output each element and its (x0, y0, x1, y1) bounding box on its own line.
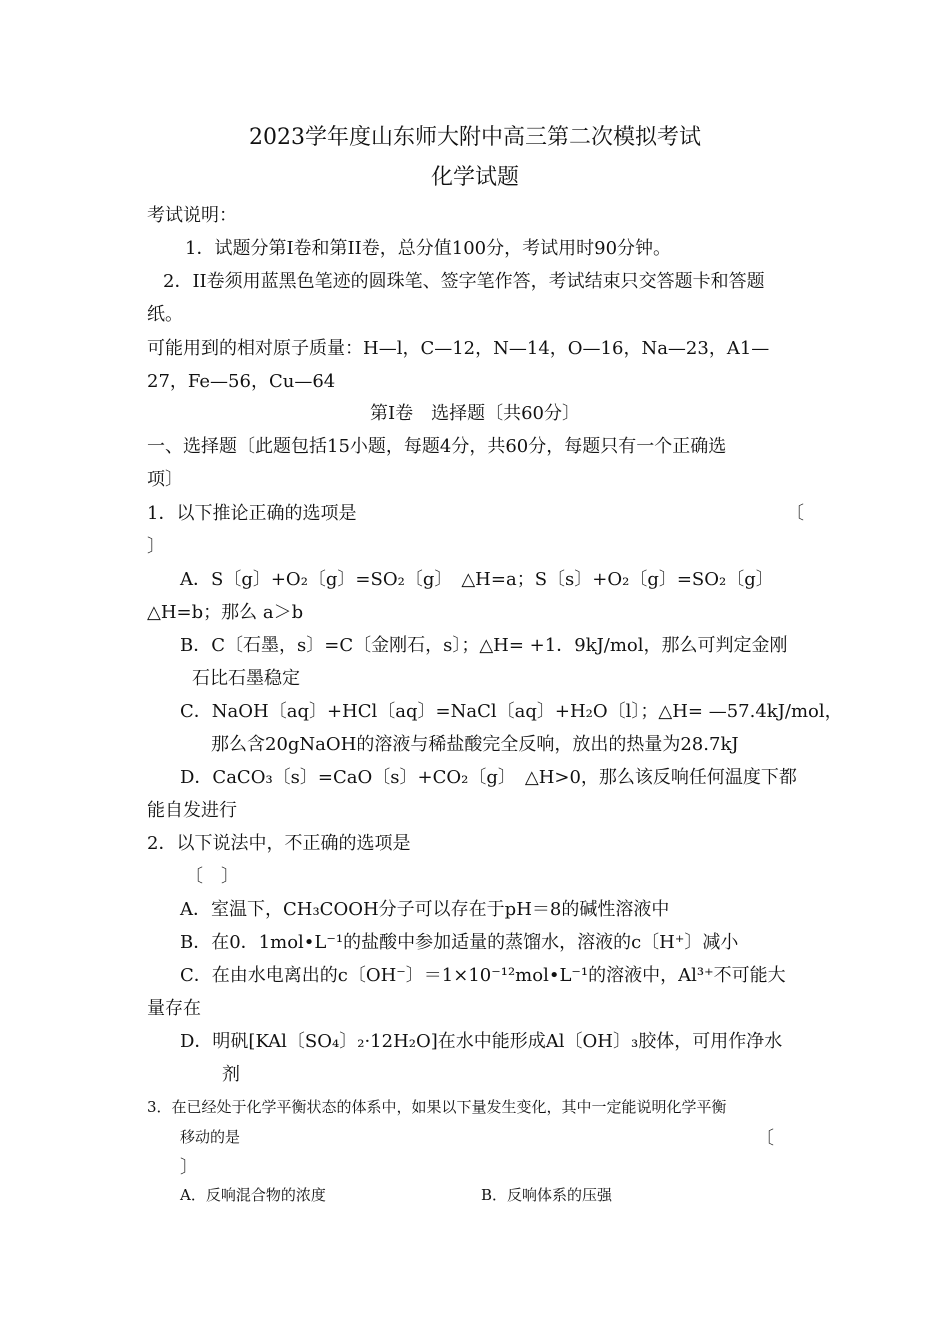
q1-option-d-line2: 能自发进行 (147, 800, 237, 821)
q3-option-b: B．反响体系的压强 (481, 1186, 613, 1204)
q3-bracket-close: 〕 (180, 1157, 198, 1178)
q1-bracket-close: 〕 (147, 536, 165, 557)
q2-option-d-line1: D．明矾[KAl〔SO₄〕₂·12H₂O]在水中能形成Al〔OH〕₃胶体，可用作净水 (180, 1031, 783, 1052)
q2-option-d-line2: 剂 (222, 1064, 240, 1085)
instructions-heading: 考试说明： (147, 205, 237, 226)
q2-stem: 2．以下说法中，不正确的选项是 (147, 833, 411, 854)
section-heading: 第I卷 选择题〔共60分〕 (369, 403, 580, 424)
atomic-mass-line2: 27，Fe—56，Cu—64 (147, 371, 336, 392)
q1-option-c-line2: 那么含20gNaOH的溶液与稀盐酸完全反响，放出的热量为28.7kJ (211, 734, 739, 755)
q2-option-c-line1: C．在由水电离出的c〔OH⁻〕＝1×10⁻¹²mol•L⁻¹的溶液中，Al³⁺不可能大 (180, 965, 786, 986)
q2-option-c-line2: 量存在 (147, 998, 201, 1019)
q1-option-b-line1: B．C〔石墨，s〕=C〔金刚石，s〕；△H= +1．9kJ/mol，那么可判定金刚 (180, 635, 788, 656)
q2-option-a: A．室温下，CH₃COOH分子可以存在于pH＝8的碱性溶液中 (180, 899, 670, 920)
q1-option-a-line2: △H=b；那么 a＞b (147, 602, 304, 623)
q1-option-d-line1: D．CaCO₃〔s〕=CaO〔s〕+CO₂〔g〕 △H>0，那么该反响任何温度下都 (180, 767, 797, 788)
q2-bracket: 〔 〕 (185, 866, 239, 887)
q3-stem-line2: 移动的是 (180, 1128, 241, 1146)
q2-option-b: B．在0．1mol•L⁻¹的盐酸中参加适量的蒸馏水，溶液的c〔H⁺〕减小 (180, 932, 739, 953)
q1-bracket-open: 〔 (786, 503, 804, 524)
q1-option-a-line1: A．S〔g〕+O₂〔g〕=SO₂〔g〕 △H=a；S〔s〕+O₂〔g〕=SO₂〔g〕 (180, 569, 774, 590)
instruction-item-2-line1: 2．II卷须用蓝黑色笔迹的圆珠笔、签字笔作答，考试结束只交答题卡和答题 (163, 271, 765, 292)
instruction-item-2-line2: 纸。 (147, 304, 183, 325)
atomic-mass-line1: 可能用到的相对原子质量：H—l，C—12，N—14，O—16，Na—23，A1— (147, 338, 770, 359)
q3-option-a: A．反响混合物的浓度 (180, 1186, 326, 1204)
q1-stem: 1．以下推论正确的选项是 (147, 503, 357, 524)
section-intro-line2: 项〕 (147, 469, 183, 490)
q3-stem-line1: 3．在已经处于化学平衡状态的体系中，如果以下量发生变化，其中一定能说明化学平衡 (147, 1098, 727, 1116)
section-intro-line1: 一、选择题〔此题包括15小题，每题4分，共60分，每题只有一个正确选 (147, 436, 727, 457)
q3-bracket-open: 〔 (756, 1128, 774, 1149)
exam-title: 2023学年度山东师大附中高三第二次模拟考试 (249, 125, 701, 150)
exam-subtitle: 化学试题 (430, 165, 519, 190)
q1-option-c-line1: C．NaOH〔aq〕+HCl〔aq〕=NaCl〔aq〕+H₂O〔l〕；△H= —57.4kJ/mol， (180, 701, 843, 722)
q1-option-b-line2: 石比石墨稳定 (192, 668, 300, 689)
instruction-item-1: 1．试题分第I卷和第II卷，总分值100分，考试用时90分钟。 (185, 238, 672, 259)
